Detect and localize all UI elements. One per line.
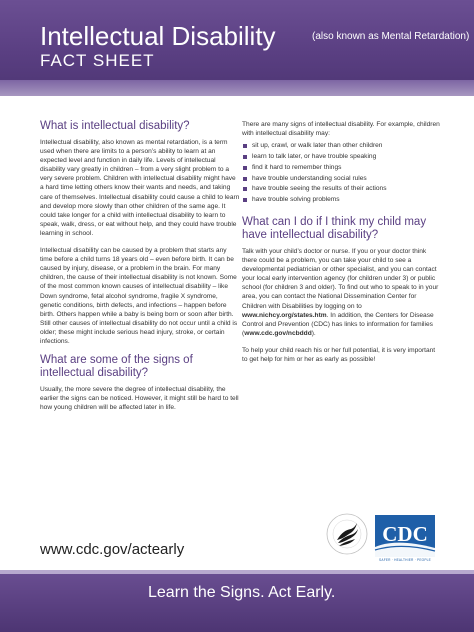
text-fragment: . In addition, the Centers for Disease Control and Prevention (CDC) has links to information for families (	[242, 311, 434, 337]
page-title: Intellectual Disability	[40, 21, 276, 51]
list-item: have trouble solving problems	[242, 195, 442, 206]
list-item: sit up, crawl, or walk later than other children	[242, 141, 442, 152]
paragraph-what-to-do	[242, 247, 442, 338]
footer-stripe	[0, 570, 474, 574]
signs-list	[242, 141, 442, 206]
paragraph-signs-list-intro: There are many signs of intellectual disability. For example, children with intellectual disability may:	[242, 121, 440, 138]
right-column	[242, 120, 442, 372]
title-note: (also known as Mental Retardation)	[312, 31, 470, 42]
paragraph-signs-intro: Usually, the more severe the degree of intellectual disability, the earlier the signs can be noticed. However, it might still be hard to tell how young children will be affected later in life.	[40, 386, 239, 412]
section-heading-signs: What are some of the signs of intellectual disability?	[40, 354, 193, 380]
footer-banner	[0, 570, 474, 632]
nichcy-link[interactable]: www.nichcy.org/states.htm	[242, 311, 327, 319]
cdc-ncbddd-link[interactable]: www.cdc.gov/ncbddd	[244, 329, 312, 337]
page-subtitle: FACT SHEET	[40, 51, 155, 70]
paragraph-get-help-early: To help your child reach his or her full potential, it is very important to get help for him or her as early as possible!	[242, 346, 436, 363]
list-item: have trouble seeing the results of their actions	[242, 184, 442, 195]
header-banner	[0, 0, 474, 96]
list-item: find it hard to remember things	[242, 163, 442, 174]
hhs-seal-icon	[325, 512, 369, 556]
section-heading-what-can-i-do: What can I do if I think my child may have intellectual disability?	[242, 215, 427, 241]
cdc-logo-text: CDC	[382, 522, 428, 546]
act-early-url[interactable]: www.cdc.gov/actearly	[40, 541, 185, 558]
header-band	[0, 80, 474, 96]
paragraph-causes: Intellectual disability can be caused by a problem that starts any time before a child turns 18 years old – even before birth. It can be caused by injury, disease, or a problem in the brain. For many children, the cause of their intellectual disability is not known. Some of the most common known causes of intellectual disability – like Down syndrome, fetal alcohol syndrome, fragile X syndrome, genetic conditions, birth defects, and infections – happen before birth. Others happen while a baby is being born or soon after birth. Still other causes of intellectual disability do not occur until a child is older; these might include serious head injury, stroke, or certain infections.	[40, 247, 238, 345]
list-item: have trouble understanding social rules	[242, 174, 442, 185]
text-fragment: ).	[311, 329, 316, 337]
paragraph-definition: Intellectual disability, also known as mental retardation, is a term used when there are limits to a person’s ability to learn at an expected level and function in daily life. Levels of intellectual disability vary greatly in children – from a very slight problem to a very severe problem. Children with intellectual disability might have a hard time letting others know their wants and needs, and taking care of themselves. Intellectual disability could cause a child to learn and develop more slowly than other children of the same age. It could take longer for a child with intellectual disability to learn to speak, walk, dress, or eat without help, and they could have trouble learning in school.	[40, 139, 240, 237]
left-column	[40, 120, 240, 420]
cdc-logo-icon	[374, 514, 436, 558]
footer-slogan: Learn the Signs. Act Early.	[148, 584, 336, 601]
text-fragment: Talk with your child’s doctor or nurse. If you or your doctor think there could be a problem, you can take your child to see a developmental pediatrician or other specialist, and you can contact your local early intervention agency (for children under 3) or public school (for children 3 and older). To find out who to speak to in your area, you can contact the National Dissemination Center for Children with Disabilities by logging on to	[242, 247, 439, 310]
cdc-tagline: SAFER · HEALTHIER · PEOPLE	[379, 558, 431, 562]
list-item: learn to talk later, or have trouble speaking	[242, 152, 442, 163]
section-heading-what-is: What is intellectual disability?	[40, 120, 190, 132]
